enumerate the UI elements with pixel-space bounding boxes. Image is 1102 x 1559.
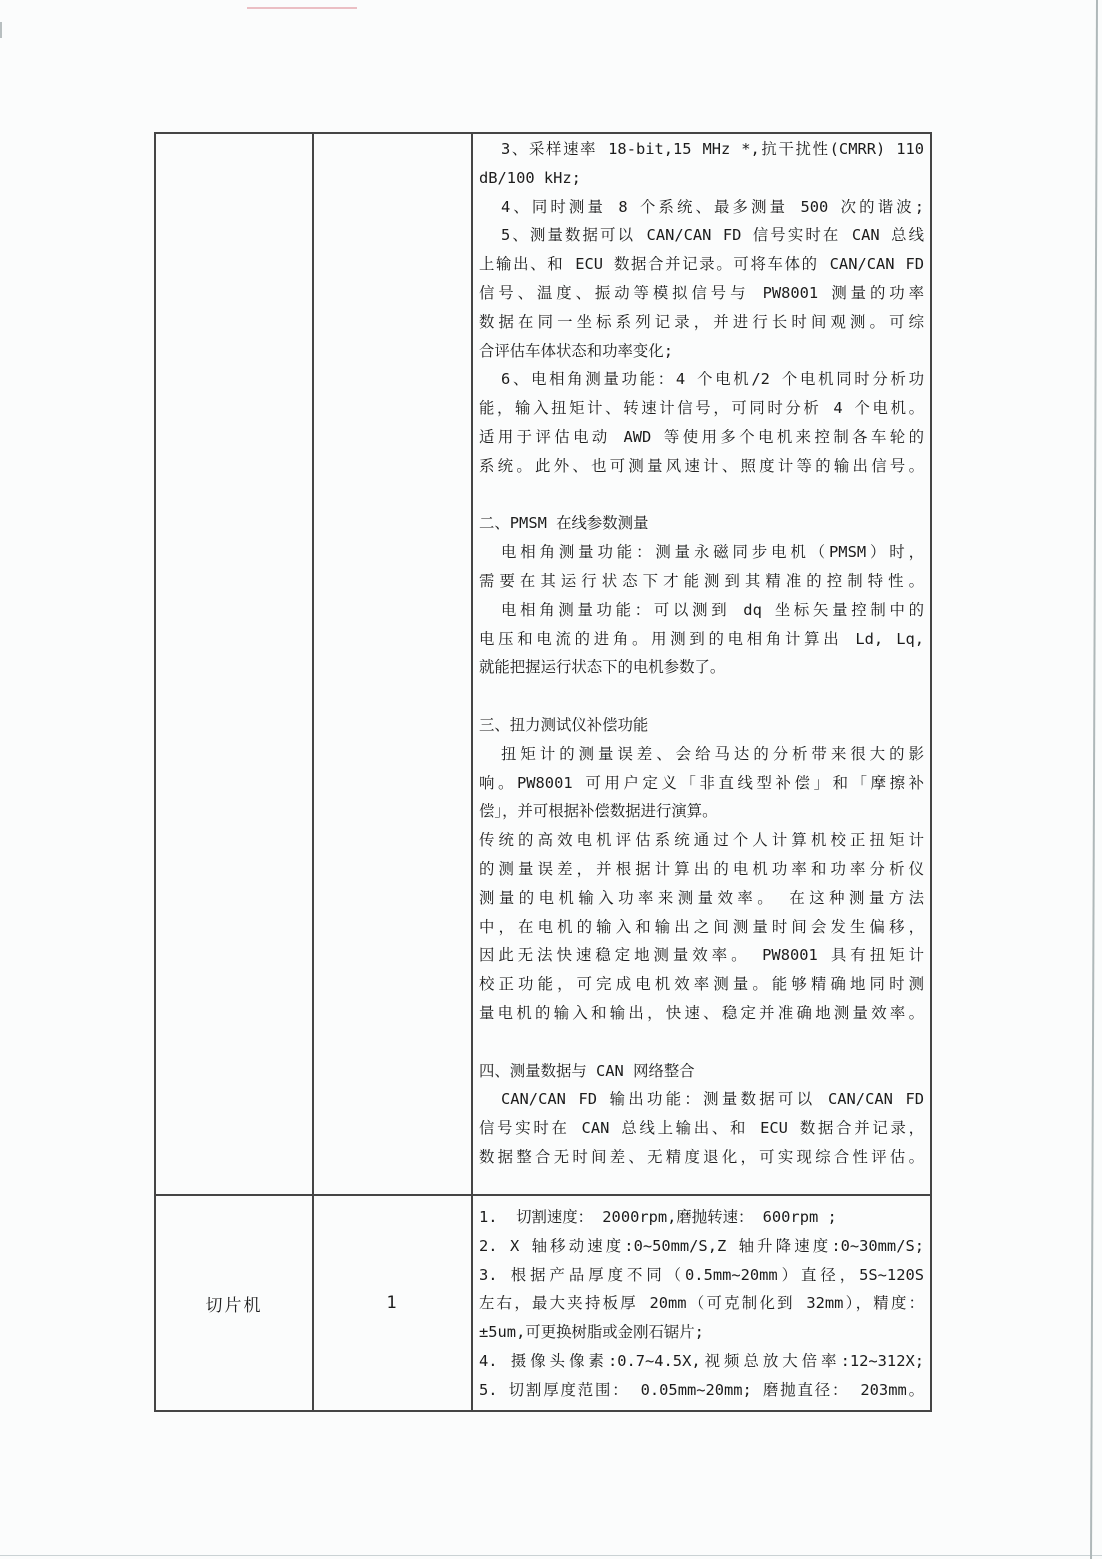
scan-artifact-red-line [247,7,357,9]
spec-line: 系统。此外、也可测量风速计、照度计等的输出信号。 [479,456,924,475]
page-edge-shadow-bottom [0,1555,1102,1556]
spec-line: 信号、温度、振动等模拟信号与 PW8001 测量的功率 [479,283,924,302]
spec-line: 响。PW8001 可用户定义「非直线型补偿」和「摩擦补 [479,773,924,792]
spec-line: 电相角测量功能：可以测到 dq 坐标矢量控制中的 [501,600,924,619]
specifications-cell-row1 [473,134,930,1196]
spec-line: 因此无法快速稳定地测量效率。 PW8001 具有扭矩计 [479,946,924,965]
spec-line: 5. 切割厚度范围： 0.05mm~20mm; 磨抛直径： 203mm。 [479,1380,924,1399]
spec-line: ±5um,可更换树脂或金刚石锯片; [479,1323,704,1342]
spec-line: 校正功能，可完成电机效率测量。能够精确地同时测 [479,975,924,994]
spec-line: 6、电相角测量功能：4 个电机/2 个电机同时分析功 [501,370,924,389]
spec-line: 电相角测量功能：测量永磁同步电机（PMSM）时， [501,543,924,562]
spec-line: 扭矩计的测量误差、会给马达的分析带来很大的影 [501,744,924,763]
spec-line: 4. 摄像头像素:0.7~4.5X,视频总放大倍率:12~312X; [479,1351,924,1370]
spec-line: 三、扭力测试仪补偿功能 [479,715,649,734]
spec-line: 3、采样速率 18-bit,15 MHz *,抗干扰性(CMRR) 110 [501,140,924,158]
spec-line: 中，在电机的输入和输出之间测量时间会发生偏移， [479,917,924,936]
spec-line: 传统的高效电机评估系统通过个人计算机校正扭矩计 [479,831,924,850]
spec-line [479,1028,924,1057]
spec-line: 的测量误差，并根据计算出的电机功率和功率分析仪 [479,859,924,878]
spec-line: 合评估车体状态和功率变化; [479,341,673,360]
page-edge-shadow-right [1090,0,1098,1559]
quantity-cell-row1 [314,134,473,1196]
spec-line: 电压和电流的进角。用测到的电相角计算出 Ld, Lq, [479,629,924,648]
spec-line: 5、测量数据可以 CAN/CAN FD 信号实时在 CAN 总线 [501,226,924,245]
spec-line: 能，输入扭矩计、转速计信号，可同时分析 4 个电机。 [479,399,924,418]
specifications-cell-row2 [473,1196,930,1410]
spec-line: 适用于评估电动 AWD 等使用多个电机来控制各车轮的 [479,427,924,446]
spec-line: 左右，最大夹持板厚 20mm（可克制化到 32mm），精度： [479,1294,924,1313]
spec-line: 3. 根据产品厚度不同（0.5mm~20mm）直径，5S~120S [479,1265,924,1284]
spec-line: CAN/CAN FD 输出功能：测量数据可以 CAN/CAN FD [501,1090,924,1109]
spec-line: 数据整合无时间差、无精度退化，可实现综合性评估。 [479,1147,924,1166]
spec-line: 二、PMSM 在线参数测量 [479,514,649,533]
spec-line: dB/100 kHz; [479,168,581,187]
spec-line: 1. 切割速度： 2000rpm,磨抛转速： 600rpm ; [479,1208,837,1226]
spec-line: 信号实时在 CAN 总线上输出、和 ECU 数据合并记录， [479,1119,924,1138]
spec-line: 就能把握运行状态下的电机参数了。 [479,658,726,677]
spec-table [154,132,932,1412]
item-name-cell-row1 [156,134,314,1196]
item-name-text: 切片机 [205,1295,263,1316]
spec-line: 量电机的输入和输出，快速、稳定并准确地测量效率。 [479,1003,924,1022]
spec-line: 4、同时测量 8 个系统、最多测量 500 次的谐波; [501,197,924,216]
spec-line: 上输出、和 ECU 数据合并记录。可将车体的 CAN/CAN FD [479,255,924,274]
item-name-cell-row2 [156,1196,314,1410]
spec-line: 四、测量数据与 CAN 网络整合 [479,1061,695,1080]
spec-line: 偿」，并可根据补偿数据进行演算。 [479,802,718,821]
spec-line [479,481,924,510]
spec-line: 2. X 轴移动速度:0~50mm/S,Z 轴升降速度:0~30mm/S; [479,1236,924,1255]
spec-line [479,682,924,711]
scan-artifact-left-mark [0,22,2,38]
quantity-cell-row2 [314,1196,473,1410]
spec-line: 需要在其运行状态下才能测到其精准的控制特性。 [479,571,924,590]
spec-line: 数据在同一坐标系列记录，并进行长时间观测。可综 [479,312,924,331]
spec-line: 测量的电机输入功率来测量效率。 在这种测量方法 [479,888,924,907]
quantity-text: 1 [386,1293,399,1313]
